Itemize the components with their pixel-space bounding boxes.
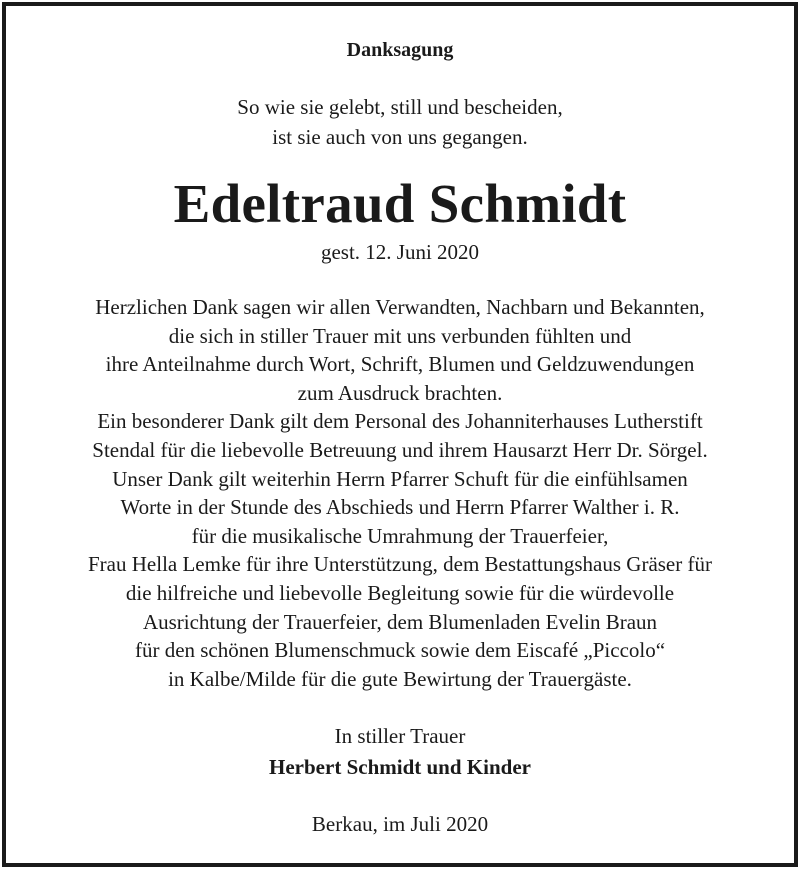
death-date: gest. 12. Juni 2020	[320, 240, 480, 264]
thanks-line: Stendal für die liebevolle Betreuung und ihrem Hausarzt Herr Dr. Sörgel.	[92, 437, 708, 462]
thanks-line: Worte in der Stunde des Abschieds und Herrn Pfarrer Walther i. R.	[120, 495, 680, 520]
thanks-line: zum Ausdruck brachten.	[297, 380, 503, 405]
motto-line: ist sie auch von uns gegangen.	[272, 125, 528, 149]
thanks-line: Ein besonderer Dank gilt dem Personal des Johanniterhauses Lutherstift	[97, 409, 703, 434]
thanks-line: Unser Dank gilt weiterhin Herrn Pfarrer Schuft für die einfühlsamen	[112, 466, 688, 491]
thanks-line: die sich in stiller Trauer mit uns verbunden fühlten und	[168, 323, 632, 348]
thanks-line: in Kalbe/Milde für die gute Bewirtung der Trauergäste.	[168, 666, 632, 691]
place-date: Berkau, im Juli 2020	[311, 812, 489, 836]
closing-label: In stiller Trauer	[334, 724, 466, 748]
thanks-line: Frau Hella Lemke für ihre Unterstützung, dem Bestattungshaus Gräser für	[88, 552, 712, 577]
thanks-line: Ausrichtung der Trauerfeier, dem Blumenladen Evelin Braun	[142, 609, 658, 634]
motto	[6, 92, 794, 152]
thanks-line: ihre Anteilnahme durch Wort, Schrift, Blumen und Geldzuwendungen	[105, 352, 695, 377]
thanks-line: für den schönen Blumenschmuck sowie dem Eiscafé „Piccolo“	[134, 638, 666, 663]
motto-line: So wie sie gelebt, still und bescheiden,	[237, 95, 563, 119]
thanks-line: Herzlichen Dank sagen wir allen Verwandten, Nachbarn und Bekannten,	[95, 295, 705, 319]
notice-frame	[2, 2, 798, 867]
notice-content	[6, 6, 794, 863]
thanks-text	[6, 293, 794, 693]
thanks-line: für die musikalische Umrahmung der Trauerfeier,	[191, 523, 609, 548]
thanks-line: die hilfreiche und liebevolle Begleitung sowie für die würdevolle	[125, 580, 675, 605]
signers: Herbert Schmidt und Kinder	[269, 755, 531, 779]
deceased-name: Edeltraud Schmidt	[173, 173, 627, 234]
notice-heading: Danksagung	[346, 39, 454, 61]
